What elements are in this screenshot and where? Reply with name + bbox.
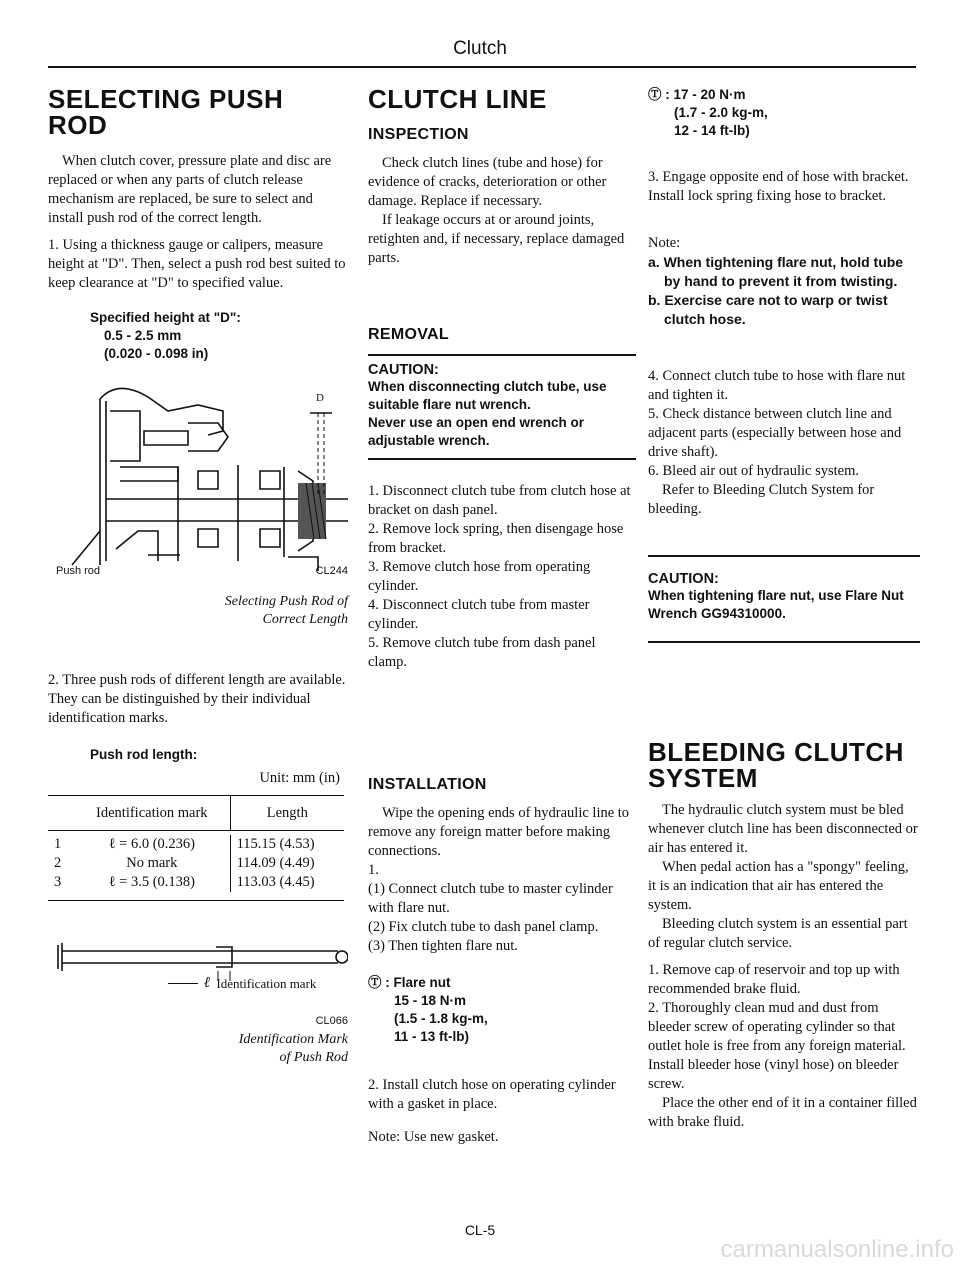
identification-mark-label: Identification mark [216, 975, 317, 991]
fig1-d-label: D [316, 392, 324, 404]
inspection-paragraph-2: If leakage occurs at or around joints, retighten and, if necessary, replace damaged parts. [368, 212, 625, 266]
bleed-step-1: 1. Remove cap of reservoir and top up with recommended brake fluid. [648, 962, 900, 997]
removal-heading: REMOVAL [368, 326, 449, 343]
table-header-spacer [48, 796, 74, 831]
installation-heading: INSTALLATION [368, 776, 487, 793]
note-a: a. When tightening flare nut, hold tube by hand to prevent it from twisting. [648, 254, 904, 289]
bleed-paragraph-3: Bleeding clutch system is an essential part of regular clutch service. [648, 916, 908, 951]
gasket-note: Note: Use new gasket. [368, 1129, 499, 1145]
figure-code-cl244: CL244 [315, 565, 348, 577]
list-item: (1) Connect clutch tube to master cylinder with flare nut. [368, 881, 613, 916]
row-length: 113.03 (4.45) [236, 874, 315, 890]
push-rod-length-table [48, 796, 344, 892]
list-item: 1. Disconnect clutch tube from clutch hose at bracket on dash panel. [368, 483, 631, 518]
bleed-step-2: 2. Thoroughly clean mud and dust from bleeder screw of operating cylinder so that outlet hole is free from any foreign material. Install bleeder hose (vinyl hose) on bleeder screw. [648, 1000, 906, 1092]
ell-symbol: ℓ [204, 975, 211, 991]
list-item: 5. Remove clutch tube from dash panel clamp. [368, 635, 596, 670]
hose-torque [648, 86, 920, 140]
caption-line: Correct Length [262, 612, 348, 627]
installation-paragraph: Wipe the opening ends of hydraulic line to remove any foreign matter before making connections. [368, 805, 630, 859]
bleed-paragraph-2: When pedal action has a "spongy" feeling, it is an indication that air has entered the system. [648, 859, 909, 913]
page-header: Clutch [453, 38, 507, 59]
list-item: (3) Then tighten flare nut. [368, 938, 518, 954]
fig2-label-group [168, 975, 316, 992]
torque-label: : Flare nut [385, 975, 451, 990]
torque-line [368, 974, 636, 992]
caption-line: Selecting Push Rod of [224, 594, 348, 609]
torque-value-3: 11 - 13 ft-lb) [394, 1029, 470, 1044]
caution-line-2: Never use an open end wrench or adjustable wrench. [368, 415, 585, 448]
table-row [48, 854, 344, 873]
intro-paragraph: When clutch cover, pressure plate and disc are replaced or when any parts of clutch release mechanism are replaced, be sure to select and install push rod of the correct length. [48, 153, 332, 226]
row-num: 2 [54, 855, 62, 871]
left-column [48, 86, 348, 1067]
clutch-line-heading: CLUTCH LINE [368, 84, 547, 114]
row-mark: ℓ = 6.0 (0.236) [74, 835, 230, 854]
caption-line: of Push Rod [279, 1050, 348, 1065]
step-4: 4. Connect clutch tube to hose with flare nut and tighten it. [648, 368, 906, 403]
note-b: b. Exercise care not to warp or twist clutch hose. [648, 292, 888, 327]
figure-caption-2 [48, 1031, 348, 1067]
selecting-push-rod-heading: SELECTING PUSH ROD [48, 84, 284, 140]
note-title: Note: [648, 235, 681, 251]
bleed-step-3: Place the other end of it in a container filled with brake fluid. [648, 1095, 917, 1130]
unit-label: Unit: mm (in) [259, 770, 340, 786]
right-column [648, 86, 920, 1132]
inspection-paragraph-1: Check clutch lines (tube and hose) for evidence of cracks, deterioration or other damage. Replace if necessary. [368, 155, 607, 209]
caution-title: CAUTION: [648, 571, 719, 587]
tightening-caution [648, 555, 920, 643]
step-1: 1. Using a thickness gauge or calipers, measure height at "D". Then, select a push rod best suited to keep clearance at "D" to specified value. [48, 237, 346, 291]
inspection-heading: INSPECTION [368, 126, 469, 143]
spec-in: (0.020 - 0.098 in) [104, 346, 209, 361]
removal-steps [368, 482, 636, 672]
torque-icon: Ⓣ [368, 975, 382, 990]
flare-nut-torque [368, 974, 636, 1046]
bleeding-clutch-heading: BLEEDING CLUTCH SYSTEM [648, 737, 904, 793]
watermark: carmanualsonline.info [720, 1236, 954, 1263]
step-6b: Refer to Bleeding Clutch System for bleeding. [648, 482, 875, 517]
push-rod-label: Push rod [56, 565, 101, 577]
row-mark: ℓ = 3.5 (0.138) [74, 873, 230, 892]
step-3: 3. Engage opposite end of hose with bracket. Install lock spring fixing hose to bracket. [648, 169, 909, 204]
list-item: 4. Disconnect clutch tube from master cylinder. [368, 597, 590, 632]
caption-line: Identification Mark [238, 1032, 348, 1047]
table-bottom-rule [48, 900, 344, 901]
torque-value-1: : 17 - 20 N·m [665, 87, 746, 102]
torque-icon: Ⓣ [648, 87, 662, 102]
table-header-row [48, 796, 344, 831]
row-length: 115.15 (4.53) [236, 836, 315, 852]
row-mark: No mark [74, 854, 230, 873]
list-item: (2) Fix clutch tube to dash panel clamp. [368, 919, 599, 935]
removal-caution [368, 354, 636, 460]
bleed-paragraph-1: The hydraulic clutch system must be bled whenever clutch line has been disconnected or air has entered it. [648, 802, 918, 856]
figure-caption-1 [48, 593, 348, 629]
page-number: CL-5 [464, 1222, 496, 1238]
table-header-length: Length [266, 804, 308, 821]
table-header-mark: Identification mark [74, 796, 230, 831]
caution-text: When tightening flare nut, use Flare Nut Wrench GG94310000. [648, 588, 904, 621]
table-row [48, 835, 344, 854]
caution-line-1: When disconnecting clutch tube, use suitable flare nut wrench. [368, 379, 607, 412]
torque-value-3: 12 - 14 ft-lb) [674, 123, 750, 138]
push-rod-figure [48, 371, 348, 585]
clutch-assembly-diagram [48, 371, 348, 585]
step-2: 2. Three push rods of different length are available. They can be distinguished by their individual identification marks. [48, 672, 346, 726]
caution-title: CAUTION: [368, 362, 439, 378]
inst-step-2: 2. Install clutch hose on operating cylinder with a gasket in place. [368, 1077, 616, 1112]
note-list [648, 253, 920, 329]
table-row [48, 873, 344, 892]
row-num: 3 [54, 874, 62, 890]
middle-column [368, 86, 636, 1147]
identification-mark-figure [48, 931, 348, 1011]
step-5: 5. Check distance between clutch line and adjacent parts (especially between hose and drive shaft). [648, 406, 902, 460]
list-item: 2. Remove lock spring, then disengage hose from bracket. [368, 521, 624, 556]
torque-line [648, 86, 920, 104]
row-length: 114.09 (4.49) [236, 855, 315, 871]
inst-step-1: 1. [368, 862, 379, 878]
spec-mm: 0.5 - 2.5 mm [104, 328, 182, 343]
torque-value-2: (1.7 - 2.0 kg-m, [674, 105, 768, 120]
spec-block [90, 309, 348, 363]
row-num: 1 [54, 836, 62, 852]
step-6: 6. Bleed air out of hydraulic system. [648, 463, 860, 479]
leader-line [168, 983, 198, 984]
torque-value-2: (1.5 - 1.8 kg-m, [394, 1011, 488, 1026]
list-item: 3. Remove clutch hose from operating cylinder. [368, 559, 591, 594]
push-rod-length-title: Push rod length: [90, 747, 198, 762]
figure-code-cl066: CL066 [315, 1015, 348, 1027]
header-rule [48, 66, 916, 68]
torque-value-1: 15 - 18 N·m [394, 993, 467, 1008]
spec-title: Specified height at "D": [90, 310, 241, 325]
